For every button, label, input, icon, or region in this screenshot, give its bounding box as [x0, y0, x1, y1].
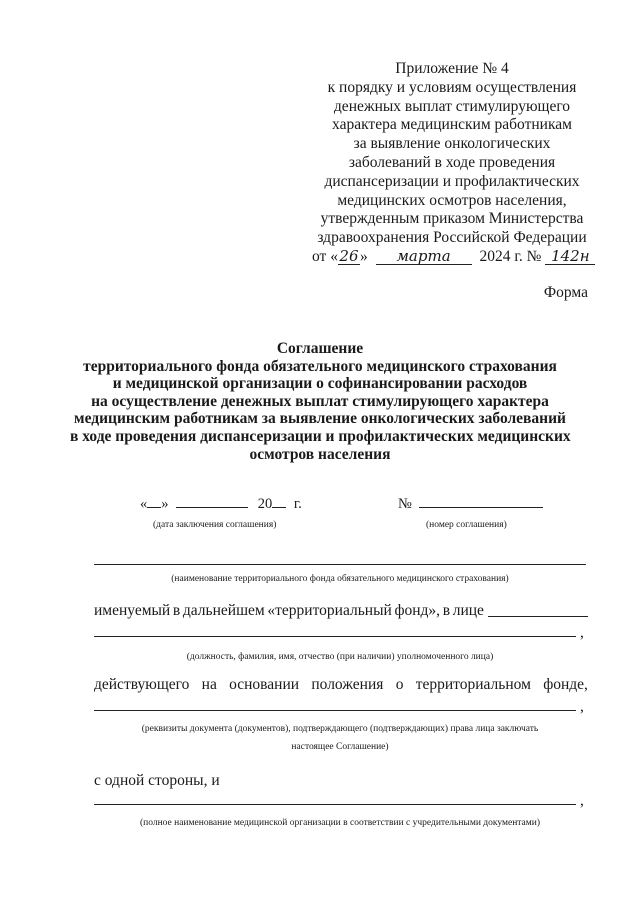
month-blank[interactable] [176, 507, 248, 508]
appendix-line: денежных выплат стимулирующего [333, 97, 571, 115]
comma: , [580, 792, 584, 809]
order-day: 26 [339, 246, 359, 265]
appendix-line: медицинских осмотров населения, [337, 191, 567, 209]
form-label: Форма [543, 284, 588, 301]
comma: , [580, 624, 584, 641]
word: «территориальный [267, 602, 392, 619]
agreement-number-field[interactable] [398, 496, 543, 513]
date-prefix: от « [312, 247, 338, 265]
named-text [94, 602, 484, 620]
order-day-field [338, 246, 360, 265]
title-line: осмотров населения [249, 445, 391, 463]
org-name-caption: (полное наименование медицинской организации в соответствии с учредительными документами) [139, 818, 541, 828]
acting-text [94, 676, 588, 694]
appendix-line: утвержденным приказом Министерства [320, 210, 584, 228]
appendix-block [312, 60, 592, 267]
date-open-quote: « [140, 496, 148, 512]
org-name-line[interactable] [94, 804, 576, 805]
title-line: и медицинской организации о софинансировании расходов [112, 375, 528, 393]
title-line: медицинским работникам за выявление онкологических заболеваний [74, 410, 566, 428]
appendix-line: характера медицинским работникам [332, 116, 572, 134]
date-caption: (дата заключения соглашения) [153, 520, 277, 530]
date-close-quote: » [359, 247, 368, 265]
title-heading: Соглашение [276, 340, 364, 357]
title-line: в ходе проведения диспансеризации и профилактических медицинских [70, 427, 571, 445]
order-year: 2024 г. № [479, 247, 542, 265]
appendix-line: заболеваний в ходе проведения [348, 153, 556, 171]
year-blank[interactable] [272, 507, 286, 508]
year-century: 20 [257, 496, 273, 512]
word: фонде, [543, 676, 588, 693]
year-suffix: г. [293, 496, 302, 512]
requisites-caption-cont: настоящее Соглашение) [291, 742, 389, 752]
word: о [395, 676, 404, 693]
document-title [70, 340, 570, 463]
title-line: на осуществление денежных выплат стимулирующего характера [91, 392, 549, 410]
word: на [201, 676, 217, 693]
word: действующего [94, 676, 190, 693]
order-number: 142н [551, 246, 590, 265]
appendix-line: здравоохранения Российской Федерации [317, 229, 587, 247]
title-line: территориального фонда обязательного медицинского страхования [83, 357, 557, 375]
fund-name-line[interactable] [94, 564, 586, 565]
word: лице [452, 602, 484, 619]
word: положения [311, 676, 384, 693]
requisites-line[interactable] [94, 710, 576, 711]
word: территориальном [415, 676, 531, 693]
appendix-line: Приложение № 4 [395, 60, 509, 77]
appendix-line: к порядку и условиям осуществления [327, 78, 577, 96]
one-side-text: с одной стороны, и [94, 772, 220, 789]
word: дальнейшем [182, 602, 265, 619]
order-date-line [312, 248, 592, 267]
fund-name-caption: (наименование территориального фонда обязательного медицинского страхования) [171, 574, 509, 584]
appendix-line: за выявление онкологических [353, 135, 551, 153]
number-caption: (номер соглашения) [426, 520, 507, 530]
date-close-quote: » [161, 496, 169, 512]
order-month: марта [396, 246, 451, 265]
word: в [442, 602, 451, 619]
representative-inline-blank[interactable] [488, 616, 588, 617]
position-line[interactable] [94, 636, 576, 637]
number-sign: № [398, 496, 412, 512]
number-blank[interactable] [419, 507, 543, 508]
position-caption: (должность, фамилия, имя, отчество (при наличии) уполномоченного лица) [186, 652, 494, 662]
word: в [172, 602, 181, 619]
order-month-field [376, 246, 472, 265]
agreement-date-field[interactable] [140, 496, 302, 513]
appendix-line: диспансеризации и профилактических [324, 172, 580, 190]
word: фонд», [394, 602, 441, 619]
word: основании [229, 676, 300, 693]
requisites-caption: (реквизиты документа (документов), подтверждающего (подтверждающих) права лица заключать [141, 724, 539, 734]
day-blank[interactable] [147, 507, 161, 508]
word: именуемый [94, 602, 171, 619]
comma: , [580, 698, 584, 715]
order-number-field [545, 246, 595, 265]
